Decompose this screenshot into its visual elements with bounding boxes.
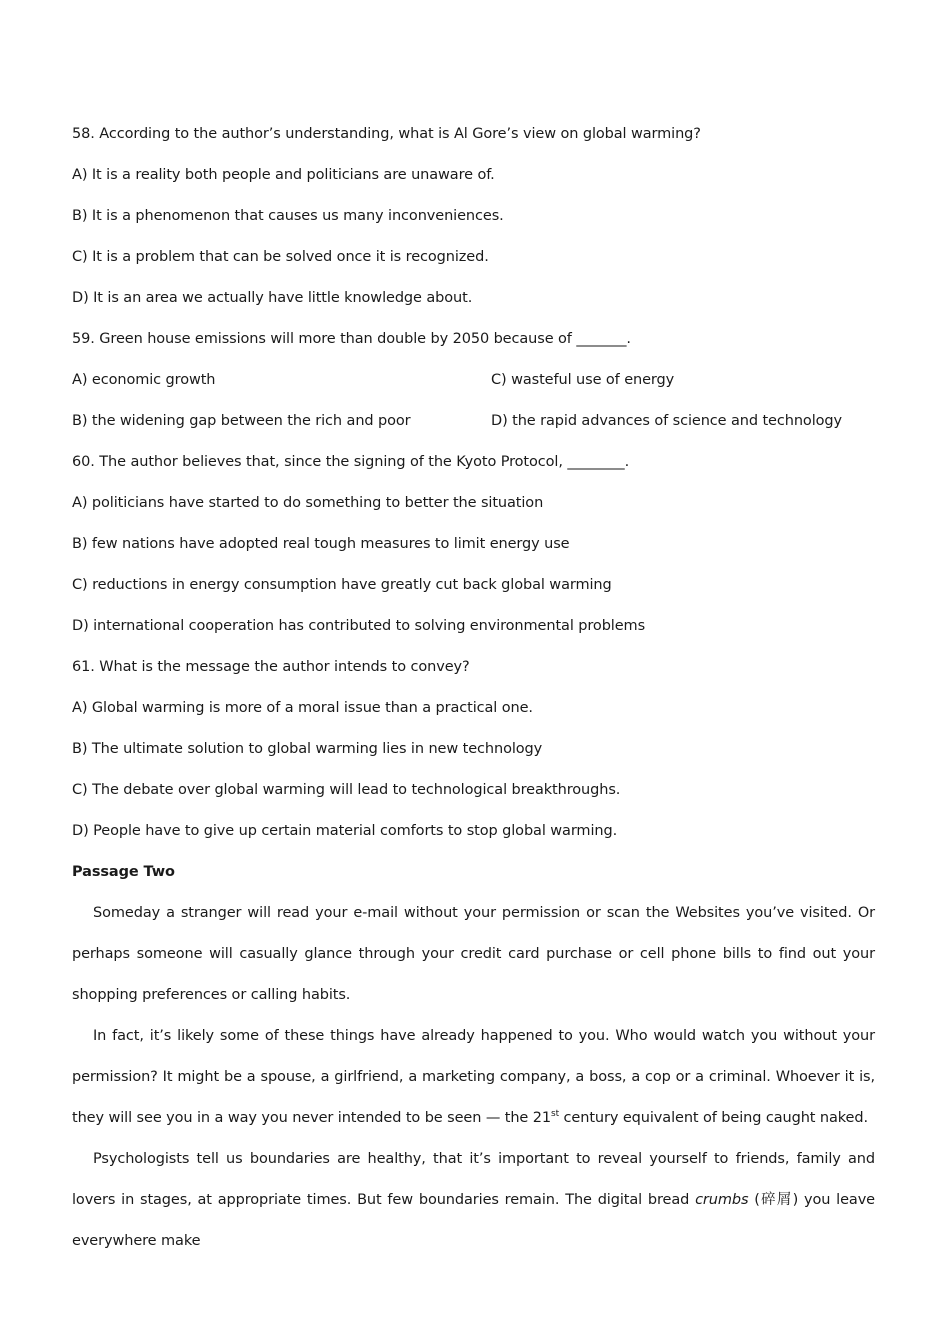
passage-paragraph-2 <box>72 1016 875 1139</box>
question-59: 59. Green house emissions will more than double by 2050 because of _______. <box>72 331 631 347</box>
q61-option-d: D) People have to give up certain material comforts to stop global warming. <box>72 823 618 839</box>
question-58: 58. According to the author’s understanding, what is Al Gore’s view on global warming? <box>72 126 701 142</box>
q60-option-c: C) reductions in energy consumption have greatly cut back global warming <box>72 577 612 593</box>
q61-option-c: C) The debate over global warming will lead to technological breakthroughs. <box>72 782 621 798</box>
italic-term: crumbs <box>695 1192 749 1208</box>
ordinal-suffix: st <box>551 1109 560 1120</box>
q59-option-c: C) wasteful use of energy <box>491 372 675 388</box>
passage-paragraph-1: Someday a stranger will read your e-mail without your permission or scan the Websites you’ve visited. Or perhaps someone will casually glance through your credit card purchase or cell phone bills to find out your shopping preferences or calling habits. <box>72 905 875 1003</box>
q58-option-a: A) It is a reality both people and politicians are unaware of. <box>72 167 495 183</box>
paragraph-3-text-end: (碎屑) you leave everywhere make <box>72 1192 875 1249</box>
q59-option-a: A) economic growth <box>72 372 216 388</box>
q59-option-d: D) the rapid advances of science and technology <box>491 413 842 429</box>
q60-option-d: D) international cooperation has contributed to solving environmental problems <box>72 618 646 634</box>
q61-option-a: A) Global warming is more of a moral issue than a practical one. <box>72 700 533 716</box>
q59-option-b: B) the widening gap between the rich and poor <box>72 413 411 429</box>
q58-option-b: B) It is a phenomenon that causes us many inconveniences. <box>72 208 504 224</box>
passage-heading: Passage Two <box>72 864 175 880</box>
passage-paragraph-3 <box>72 1139 875 1262</box>
question-60: 60. The author believes that, since the signing of the Kyoto Protocol, ________. <box>72 454 630 470</box>
paragraph-2-text-end: century equivalent of being caught naked. <box>559 1110 868 1126</box>
q58-option-c: C) It is a problem that can be solved once it is recognized. <box>72 249 489 265</box>
paragraph-3-text: Psychologists tell us boundaries are healthy, that it’s important to reveal yourself to friends, family and lovers in stages, at appropriate times. But few boundaries remain. The digital bread <box>72 1151 875 1208</box>
paragraph-2-text: In fact, it’s likely some of these things have already happened to you. Who would watch you without your permission? It might be a spouse, a girlfriend, a marketing company, a boss, a cop or a criminal. Whoever it is, they will see you in a way you never intended to be seen — the 21 <box>72 1028 875 1126</box>
q60-option-a: A) politicians have started to do something to better the situation <box>72 495 544 511</box>
q60-option-b: B) few nations have adopted real tough measures to limit energy use <box>72 536 570 552</box>
q61-option-b: B) The ultimate solution to global warming lies in new technology <box>72 741 543 757</box>
question-61: 61. What is the message the author intends to convey? <box>72 659 470 675</box>
q58-option-d: D) It is an area we actually have little knowledge about. <box>72 290 473 306</box>
